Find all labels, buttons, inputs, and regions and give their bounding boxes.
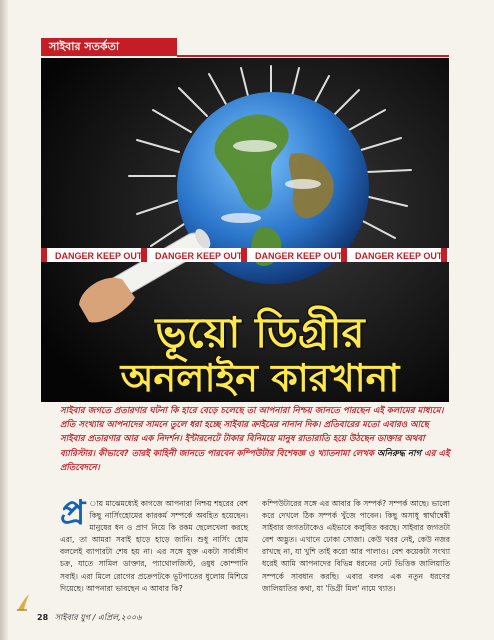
- article-intro: [60, 404, 450, 475]
- tape-text-2: DANGER KEEP OUT: [155, 251, 243, 261]
- section-rule: [177, 55, 449, 57]
- title-line-2: অনলাইন কারখানা: [120, 356, 400, 400]
- body-column-right: [262, 498, 450, 595]
- publication-info: সাইবার যুগ / এপ্রিল,২০০৬: [54, 613, 142, 622]
- body-right-text: কম্পিউটারের সঙ্গে এর আবার কি সম্পর্ক? সম্পর্ক আছে। ভালো করে দেখলে ঠিক সম্পর্ক খুঁজে পাবেন। কিছু অসাধু স্বার্থান্বেষী সাইবার জগতটাকেও এইভাবে কলুষিত করছে। সাইবার জগতটা বেশ অদ্ভুত। এখানে ঢোকা সোজা। কেউ খবর নেই, কেউ নজর রাখছে না, যা খুশি তাই করো আর পালাও। বেশ কয়েকটা সংখ্যা ধরেই আমি আপনাদের বিভিন্ন ধরনের নেট ভিত্তিক জালিয়াতি সম্পর্কে সাবধান করছি। এবার বলব এক নতুন ধরণের জালিয়াতির কথা, যা 'ডিগ্রী মিল' নামে খ্যাত।: [262, 499, 450, 593]
- body-left-text: ায় মাঝেমধ্যেই কাগজে আপনারা নিশ্চয় শহরের বেশ কিছু নার্সিংহোমের কারকর্ম সম্পর্কে অবহিত হয়েছেন। মানুষের ধন ও প্রাণ নিয়ে কি রকম ছেলেখেলা করছে এরা, তা আমরা সবাই হাড়ে হাড়ে জানি। শুধু নার্সিং হোম বললেই ব্যাপারটা শেষ হয় না। এর সঙ্গে যুক্ত একটা সার্বাঙ্গীণ চক্র, যাতে সামিল ডাক্তার, প্যাথোলজিস্ট, ওষুধ কোম্পানি সবাই। এরা মিলে রোগের প্রক্রেপটকে ভূটপাতের ধুলোয় মিশিয়ে দিয়েছে। আপনারা ভাবছেন এ আবার কি?: [60, 499, 248, 593]
- body-column-left: [60, 493, 248, 595]
- tape-text-1: DANGER KEEP OUT: [55, 251, 143, 261]
- section-label: সাইবার সতর্কতা: [41, 38, 177, 56]
- title-line-1: ভূয়ো ডিগ্রীর: [155, 308, 365, 357]
- article-title: [60, 310, 460, 400]
- page-number: 28: [37, 613, 49, 622]
- intro-text: সাইবার জগতে প্রতারণার ঘটনা কি হারে বেড়ে চলেছে তা আপনারা নিশ্চয় জানতে পারছেন এই কলামের মাধ্যমে। প্রতি সংখ্যায় আপনাদের সামনে তুলে ধরা হচ্ছে সাইবার ক্রাইমের নানান দিক। প্রতিবারের মতো এবারও আছে সাইবার প্রতারণার আর এক নিদর্শন। ইন্টারনেটে টাকার বিনিময়ে মানুষ রাতারাতি হয়ে উঠছেন ডাক্তার অথবা ব্যারিস্টার। কীভাবে? তারই কাহিনী জানতে পারবেন কম্পিউটার বিশেষজ্ঞ ও খ্যাতনামা লেখক: [60, 406, 444, 459]
- tape-text-4: DANGER KEEP OUT: [355, 251, 443, 261]
- binding-gutter: [0, 0, 8, 640]
- tape-text-3: DANGER KEEP OUT: [255, 251, 343, 261]
- author-name: অনিরুদ্ধ নাগ: [376, 448, 422, 459]
- intro-tail: এর এই প্রতিবেদনে।: [60, 448, 450, 473]
- drop-cap: প্র: [60, 493, 86, 533]
- magazine-logo-icon: [15, 592, 33, 612]
- danger-tape: [41, 248, 449, 262]
- page-footer: [37, 612, 141, 625]
